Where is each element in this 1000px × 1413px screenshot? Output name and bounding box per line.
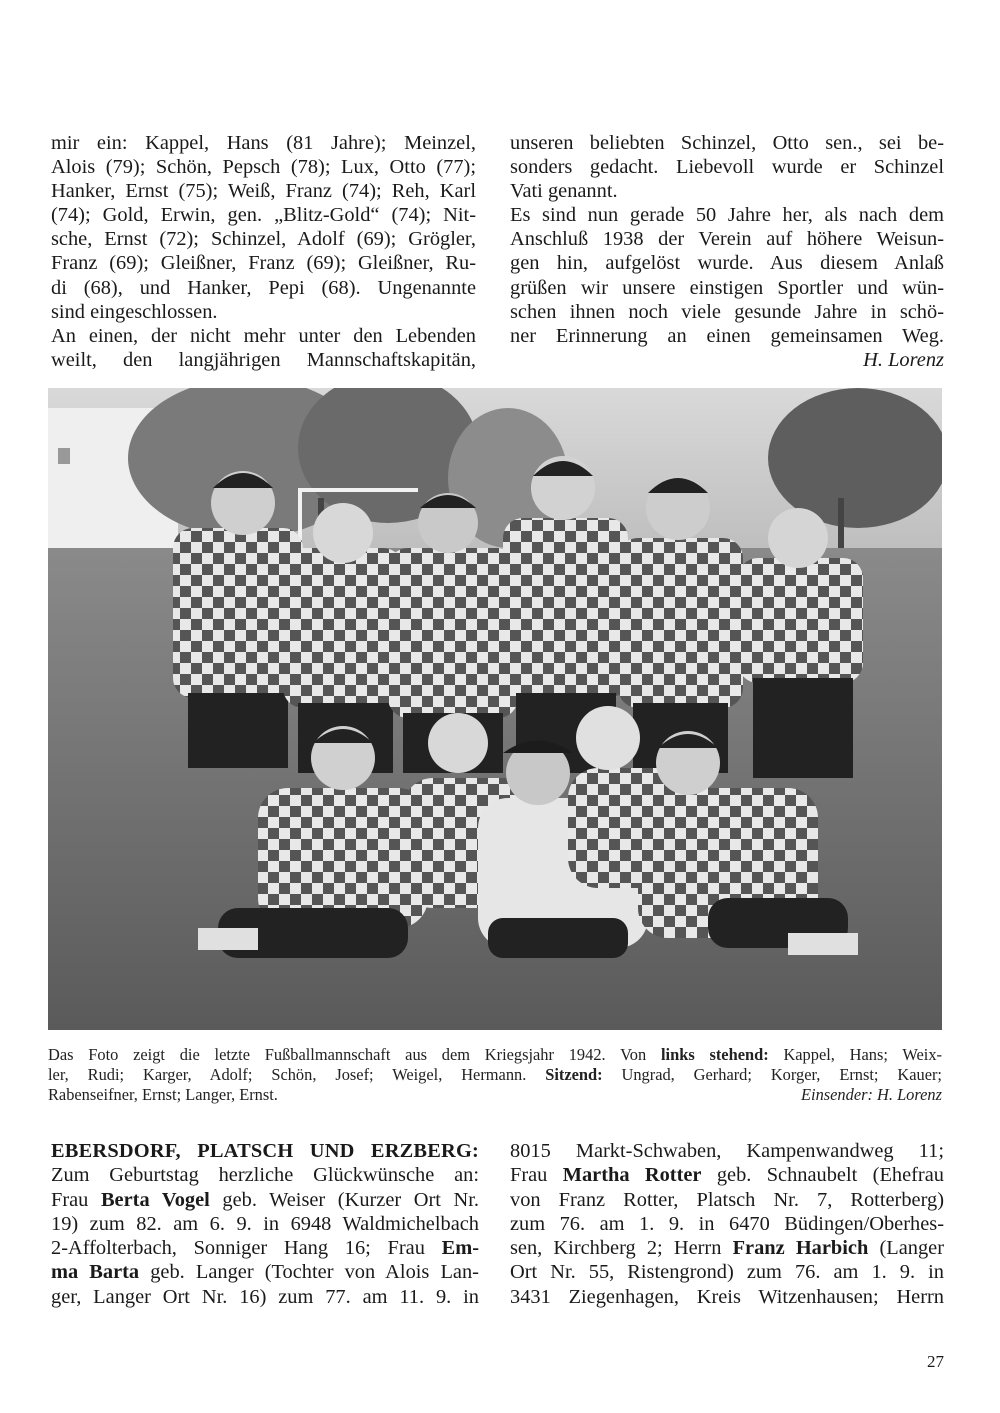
photo-caption xyxy=(48,1045,942,1104)
text-line: Es sind nun gerade 50 Jahre her, als nach dem xyxy=(510,204,944,227)
person-name: Berta Vogel xyxy=(100,1188,210,1211)
text: 2-Affolterbach, Sonniger Hang 16; Frau xyxy=(51,1237,442,1260)
text-line: ner Erinnerung an einen gemeinsamen Weg. xyxy=(510,324,944,347)
text-line: sonders gedacht. Liebevoll wurde er Schinzel xyxy=(510,156,944,179)
text-line xyxy=(51,1260,479,1284)
text-line: sind eingeschlossen. xyxy=(51,300,218,323)
text-line: (74); Gold, Erwin, gen. „Blitz-Gold“ (74); Nit- xyxy=(51,204,476,227)
caption-bold-label: links stehend: xyxy=(660,1045,769,1064)
text-line: Vati genannt. xyxy=(510,180,618,203)
page-number: 27 xyxy=(927,1352,944,1371)
text-line: sche, Ernst (72); Schinzel, Adolf (69); Grögler, xyxy=(51,228,476,251)
article-column-bottom-right xyxy=(510,1139,944,1309)
caption-text: Ungrad, Gerhard; Korger, Ernst; Kauer; xyxy=(602,1064,942,1084)
team-photograph-illustration xyxy=(48,388,942,1030)
article-column-top-right xyxy=(510,131,944,372)
person-name: ma Barta xyxy=(51,1261,140,1284)
text-line: Hanker, Ernst (75); Weiß, Franz (74); Reh, Karl xyxy=(51,180,476,203)
text-line xyxy=(51,1188,479,1212)
text-line: Zum Geburtstag herzliche Glückwünsche an: xyxy=(51,1164,479,1187)
caption-submitter: Einsender: H. Lorenz xyxy=(801,1084,942,1104)
caption-text: Kappel, Hans; Weix- xyxy=(768,1045,942,1064)
text: geb. Weiser (Kurzer Ort Nr. xyxy=(209,1188,480,1211)
text-line: Franz (69); Gleißner, Franz (69); Gleißner, Ru- xyxy=(51,252,476,275)
text-line: 19) zum 82. am 6. 9. in 6948 Waldmichelbach xyxy=(51,1212,479,1235)
text: sen, Kirchberg 2; Herrn xyxy=(510,1237,733,1260)
text-line: von Franz Rotter, Platsch Nr. 7, Rotterberg) xyxy=(510,1188,944,1211)
text-line: Ort Nr. 55, Ristengrond) zum 76. am 1. 9. in xyxy=(510,1261,944,1284)
text-line: weilt, den langjährigen Mannschaftskapitän, xyxy=(51,348,476,371)
caption-text: Rabenseifner, Ernst; Langer, Ernst. xyxy=(48,1084,278,1104)
caption-text: ler, Rudi; Karger, Adolf; Schön, Josef; Weigel, Hermann. xyxy=(48,1064,546,1084)
caption-text: Das Foto zeigt die letzte Fußballmannschaft aus dem Kriegsjahr 1942. Von xyxy=(48,1045,661,1064)
text: Frau xyxy=(510,1164,563,1187)
article-column-top-left xyxy=(51,131,476,372)
text-line: unseren beliebten Schinzel, Otto sen., sei be- xyxy=(510,132,944,154)
person-name: Martha Rotter xyxy=(562,1164,702,1187)
text-line: zum 76. am 1. 9. in 6470 Büdingen/Oberhes- xyxy=(510,1212,944,1235)
text: geb. Langer (Tochter von Alois Lan- xyxy=(139,1261,479,1284)
text-line: di (68), und Hanker, Pepi (68). Ungenannte xyxy=(51,276,476,299)
text-line: ger, Langer Ort Nr. 16) zum 77. am 11. 9. in xyxy=(51,1285,479,1308)
person-name: Em- xyxy=(441,1237,479,1260)
text-line: Alois (79); Schön, Pepsch (78); Lux, Otto (77); xyxy=(51,156,476,179)
text-line: grüßen wir unsere einstigen Sportler und wün- xyxy=(510,276,944,299)
article-column-bottom-left xyxy=(51,1139,479,1309)
caption-line xyxy=(48,1085,942,1105)
caption-line xyxy=(48,1045,942,1065)
text-line xyxy=(510,1236,944,1260)
text: geb. Schnaubelt (Ehefrau xyxy=(701,1164,944,1187)
caption-line xyxy=(48,1065,942,1085)
text-line: Anschluß 1938 der Verein auf höhere Weisun- xyxy=(510,228,944,251)
text-line: 3431 Ziegenhagen, Kreis Witzenhausen; Herrn xyxy=(510,1285,944,1308)
text-line xyxy=(510,1163,944,1187)
text-line: schen ihnen noch viele gesunde Jahre in schö- xyxy=(510,300,944,323)
section-heading: EBERSDORF, PLATSCH UND ERZBERG: xyxy=(51,1140,479,1162)
text-line xyxy=(51,1236,479,1260)
author-signature: H. Lorenz xyxy=(863,348,944,371)
caption-bold-label: Sitzend: xyxy=(545,1064,603,1084)
text-line: 8015 Markt-Schwaben, Kampenwandweg 11; xyxy=(510,1140,944,1162)
text-line: gen hin, aufgelöst wurde. Aus diesem Anlaß xyxy=(510,252,944,275)
text: Frau xyxy=(51,1188,101,1211)
team-photograph xyxy=(48,388,942,1030)
text: (Langer xyxy=(868,1237,945,1260)
text-line: An einen, der nicht mehr unter den Lebenden xyxy=(51,324,476,347)
text-line: mir ein: Kappel, Hans (81 Jahre); Meinzel, xyxy=(51,132,476,154)
person-name: Franz Harbich xyxy=(732,1237,869,1260)
